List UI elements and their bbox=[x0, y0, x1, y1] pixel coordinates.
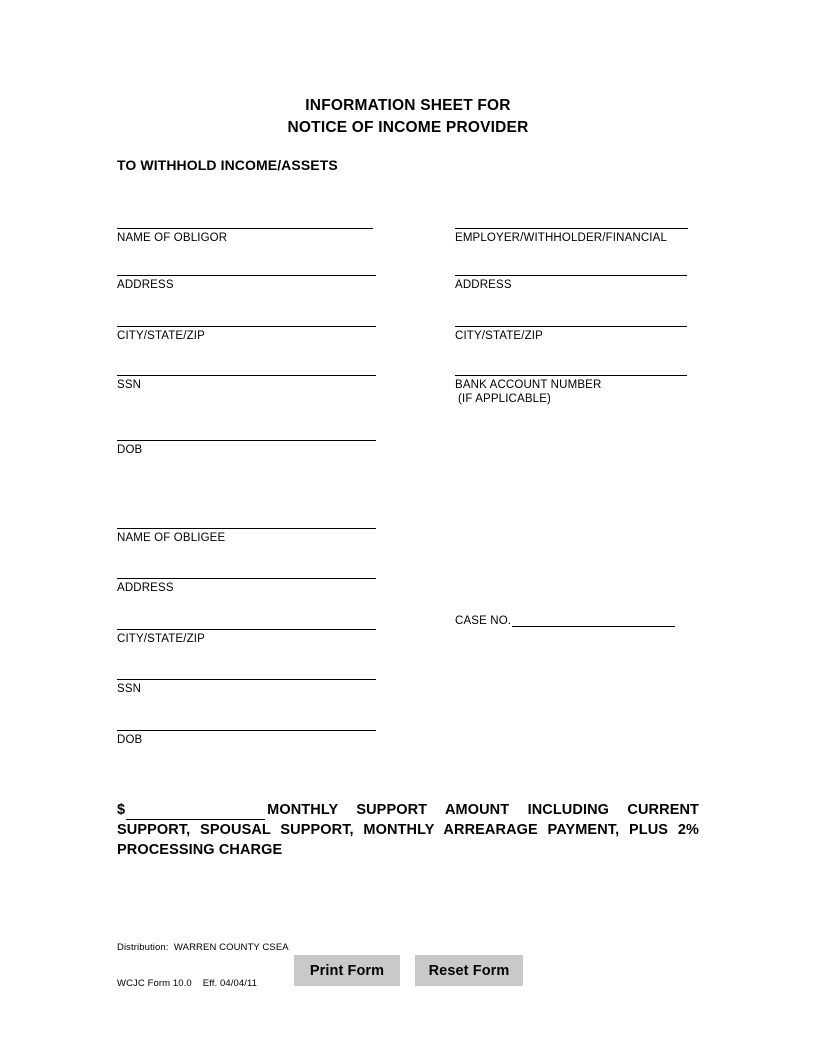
footer-distribution: Distribution: WARREN COUNTY CSEA bbox=[117, 942, 289, 953]
field-label: NAME OF OBLIGOR bbox=[117, 232, 228, 244]
title-line-1: INFORMATION SHEET FOR bbox=[305, 97, 511, 114]
field-label-secondary: (IF APPLICABLE) bbox=[458, 393, 552, 405]
currency-symbol: $ bbox=[117, 802, 126, 818]
field-employer-city-state-zip[interactable] bbox=[455, 326, 687, 343]
field-label: DOB bbox=[117, 444, 143, 456]
reset-form-button[interactable]: Reset Form bbox=[415, 955, 523, 986]
field-obligee-dob[interactable] bbox=[117, 730, 376, 747]
field-label: CITY/STATE/ZIP bbox=[117, 330, 205, 342]
field-obligor-dob[interactable] bbox=[117, 440, 376, 457]
field-label: ADDRESS bbox=[455, 279, 512, 291]
footer-block bbox=[117, 918, 289, 1014]
field-label: SSN bbox=[117, 683, 142, 695]
field-obligee-city-state-zip[interactable] bbox=[117, 629, 376, 646]
field-label: ADDRESS bbox=[117, 582, 174, 594]
field-case-no[interactable] bbox=[455, 615, 675, 627]
field-label: DOB bbox=[117, 734, 143, 746]
title-line-2: NOTICE OF INCOME PROVIDER bbox=[287, 119, 529, 136]
footer-form-id: WCJC Form 10.0 Eff. 04/04/11 bbox=[117, 978, 258, 989]
field-label: SSN bbox=[117, 379, 142, 391]
case-no-label: CASE NO. bbox=[455, 615, 512, 627]
field-name-of-obligor[interactable] bbox=[117, 228, 373, 245]
document-subtitle: TO WITHHOLD INCOME/ASSETS bbox=[117, 157, 338, 173]
field-obligor-city-state-zip[interactable] bbox=[117, 326, 376, 343]
field-obligee-address[interactable] bbox=[117, 578, 376, 595]
field-employer-withholder-financial[interactable] bbox=[455, 228, 688, 245]
field-obligor-ssn[interactable] bbox=[117, 375, 376, 392]
field-obligee-ssn[interactable] bbox=[117, 679, 376, 696]
field-label: NAME OF OBLIGEE bbox=[117, 532, 226, 544]
field-obligor-address[interactable] bbox=[117, 275, 376, 292]
field-label: CITY/STATE/ZIP bbox=[455, 330, 543, 342]
case-no-input[interactable] bbox=[512, 615, 675, 627]
document-title bbox=[0, 95, 816, 139]
field-bank-account-number[interactable] bbox=[455, 375, 687, 406]
field-label: ADDRESS bbox=[117, 279, 174, 291]
print-form-button[interactable]: Print Form bbox=[294, 955, 400, 986]
support-amount-input[interactable] bbox=[126, 806, 265, 820]
field-label: EMPLOYER/WITHHOLDER/FINANCIAL bbox=[455, 232, 668, 244]
field-name-of-obligee[interactable] bbox=[117, 528, 376, 545]
support-statement-text: MONTHLY SUPPORT AMOUNT INCLUDING CURRENT SUPPORT, SPOUSAL SUPPORT, MONTHLY ARREARAGE PAYMENT, PLUS 2% PROCESSING CHARGE bbox=[117, 802, 699, 858]
field-label: CITY/STATE/ZIP bbox=[117, 633, 205, 645]
field-employer-address[interactable] bbox=[455, 275, 687, 292]
support-statement bbox=[117, 800, 699, 860]
field-label: BANK ACCOUNT NUMBER bbox=[455, 379, 602, 391]
